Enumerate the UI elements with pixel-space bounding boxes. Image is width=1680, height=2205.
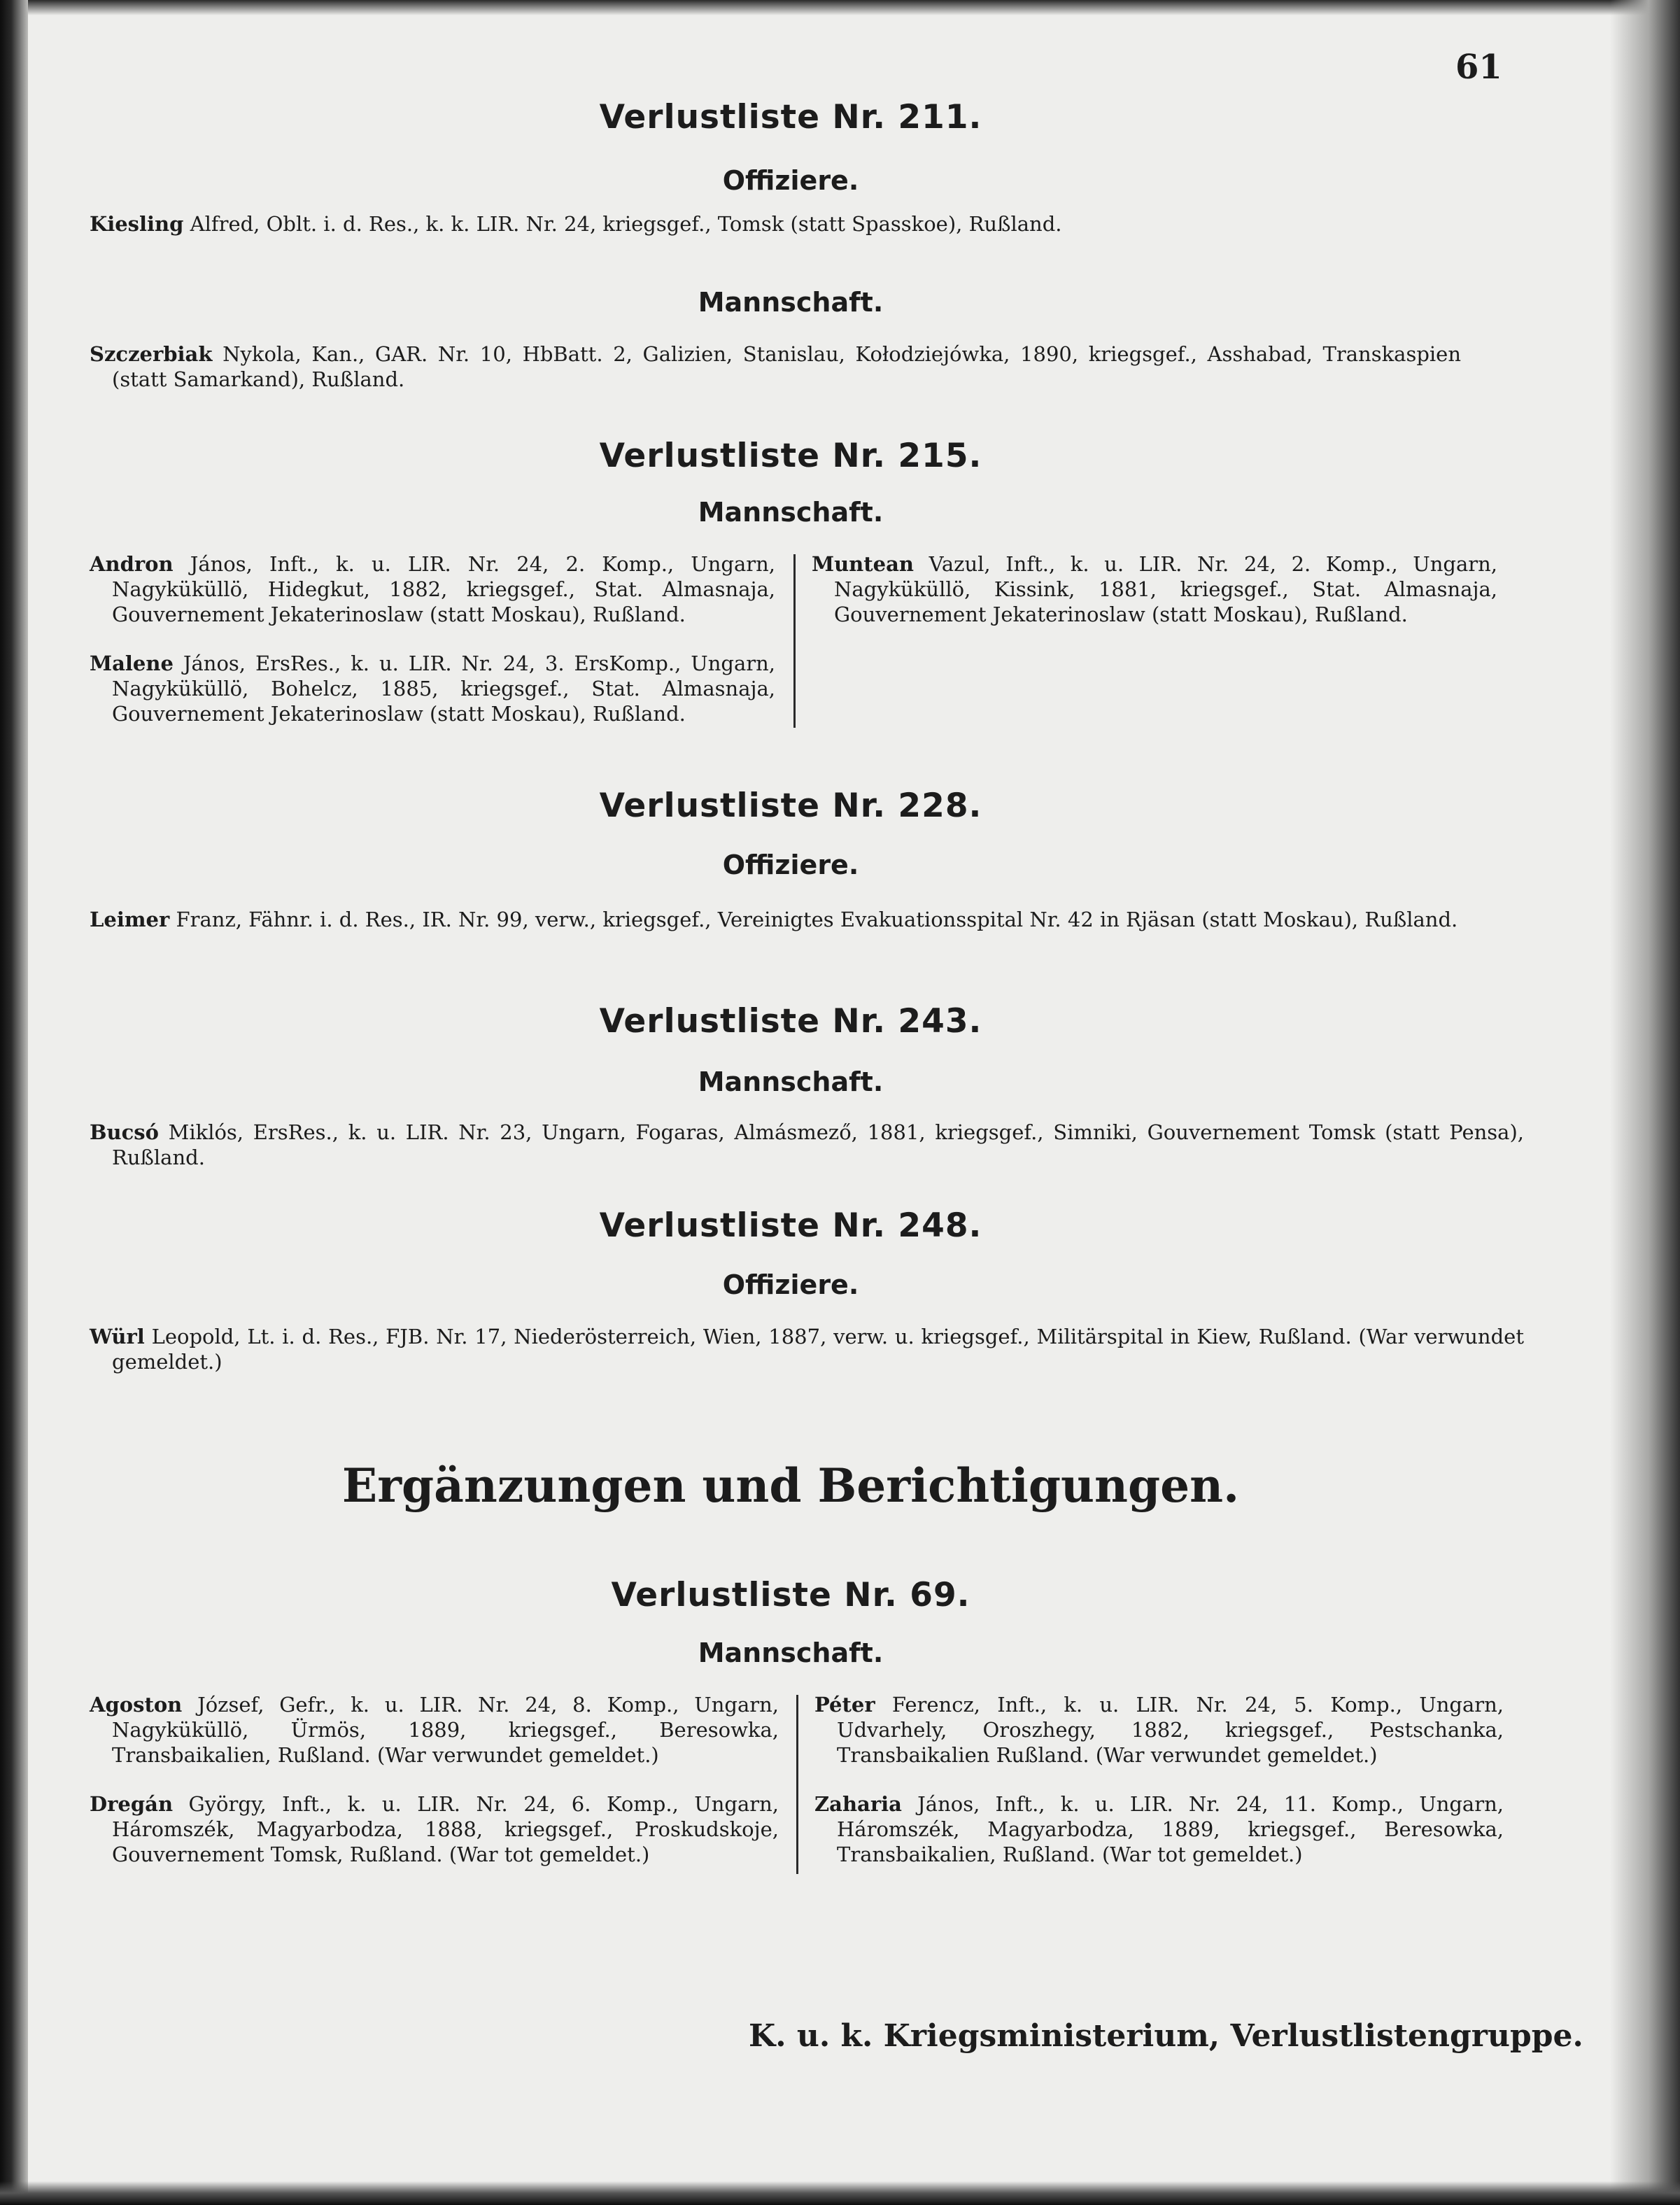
entry-name: Andron	[90, 552, 174, 576]
page-number: 61	[1455, 48, 1502, 87]
entry-name: Leimer	[90, 908, 170, 931]
category-heading: Mannschaft.	[698, 1066, 884, 1097]
column-divider	[796, 1695, 798, 1874]
entry-text: János, Inft., k. u. LIR. Nr. 24, 2. Komp., Ungarn, Nagyküküllö, Hidegkut, 1882, kriegsgef., Stat. Almasnaja, Gouvernement Jekaterinoslaw (statt Moskau), Rußland.	[112, 552, 775, 626]
category-heading: Mannschaft.	[698, 1637, 884, 1668]
category-heading: Offiziere.	[722, 165, 859, 196]
entry-text: Nykola, Kan., GAR. Nr. 10, HbBatt. 2, Galizien, Stanislau, Kołodziejówka, 1890, kriegsgef., Asshabad, Transkaspien (statt Samarkand), Rußland.	[112, 342, 1461, 391]
casualty-entry	[90, 907, 1524, 932]
entry-name: Agoston	[90, 1693, 183, 1717]
entry-name: Dregán	[90, 1792, 174, 1816]
entry-text: Vazul, Inft., k. u. LIR. Nr. 24, 2. Komp., Ungarn, Nagyküküllö, Kissink, 1881, kriegsgef., Stat. Almasnaja, Gouvernement Jekaterinoslaw (statt Moskau), Rußland.	[834, 552, 1497, 626]
casualty-entry	[90, 341, 1461, 392]
scan-edge-bottom	[0, 2181, 1680, 2205]
scan-edge-left	[0, 0, 28, 2205]
entry-text: János, Inft., k. u. LIR. Nr. 24, 11. Komp., Ungarn, Háromszék, Magyarbodza, 1889, kriegsgef., Beresowka, Transbaikalien, Rußland. (War tot gemeldet.)	[837, 1792, 1504, 1866]
section-heading-215: Verlustliste Nr. 215.	[599, 437, 982, 475]
section-heading-228: Verlustliste Nr. 228.	[599, 787, 982, 825]
section-heading-69: Verlustliste Nr. 69.	[611, 1576, 970, 1614]
column-divider	[793, 554, 796, 728]
scan-edge-top	[0, 0, 1680, 15]
entry-text: Leopold, Lt. i. d. Res., FJB. Nr. 17, Niederösterreich, Wien, 1887, verw. u. kriegsgef., Militärspital in Kiew, Rußland. (War verwundet gemeldet.)	[112, 1325, 1524, 1374]
entry-text: Alfred, Oblt. i. d. Res., k. k. LIR. Nr. 24, kriegsgef., Tomsk (statt Spasskoe), Rußland.	[183, 212, 1062, 236]
section-heading-248: Verlustliste Nr. 248.	[599, 1206, 982, 1245]
entry-name: Muntean	[812, 552, 914, 576]
casualty-entry	[90, 211, 1524, 237]
entry-name: Zaharia	[814, 1792, 902, 1816]
section-heading-211: Verlustliste Nr. 211.	[599, 98, 982, 136]
casualty-entry	[90, 551, 775, 627]
corrections-heading: Ergänzungen und Berichtigungen.	[341, 1458, 1240, 1513]
casualty-entry	[814, 1791, 1504, 1867]
casualty-entry	[90, 1324, 1524, 1374]
casualty-entry	[90, 1120, 1524, 1170]
entry-text: Franz, Fähnr. i. d. Res., IR. Nr. 99, verw., kriegsgef., Vereinigtes Evakuationsspital Nr. 42 in Rjäsan (statt Moskau), Rußland.	[169, 908, 1458, 931]
entry-text: János, ErsRes., k. u. LIR. Nr. 24, 3. ErsKomp., Ungarn, Nagyküküllö, Bohelcz, 1885, kriegsgef., Stat. Almasnaja, Gouvernement Jekaterinoslaw (statt Moskau), Rußland.	[112, 651, 775, 726]
category-heading: Mannschaft.	[698, 287, 884, 318]
category-heading: Mannschaft.	[698, 497, 884, 528]
signature: K. u. k. Kriegsministerium, Verlustlistengruppe.	[749, 2018, 1583, 2054]
category-heading: Offiziere.	[722, 850, 859, 880]
entry-text: György, Inft., k. u. LIR. Nr. 24, 6. Komp., Ungarn, Háromszék, Magyarbodza, 1888, kriegsgef., Proskudskoje, Gouvernement Tomsk, Rußland. (War tot gemeldet.)	[112, 1792, 779, 1866]
entry-text: József, Gefr., k. u. LIR. Nr. 24, 8. Komp., Ungarn, Nagyküküllö, Ürmös, 1889, kriegsgef., Beresowka, Transbaikalien, Rußland. (War verwundet gemeldet.)	[112, 1693, 779, 1767]
entry-text: Ferencz, Inft., k. u. LIR. Nr. 24, 5. Komp., Ungarn, Udvarhely, Oroszhegy, 1882, kriegsgef., Pestschanka, Transbaikalien Rußland. (War verwundet gemeldet.)	[837, 1693, 1504, 1767]
category-heading: Offiziere.	[722, 1269, 859, 1300]
casualty-entry	[812, 551, 1497, 627]
entry-name: Péter	[814, 1693, 875, 1717]
scan-edge-right	[1610, 0, 1680, 2205]
entry-name: Malene	[90, 651, 174, 675]
casualty-entry	[90, 1791, 779, 1867]
casualty-entry	[90, 1692, 779, 1768]
casualty-entry	[90, 651, 775, 726]
entry-name: Würl	[90, 1325, 145, 1348]
entry-name: Szczerbiak	[90, 342, 213, 366]
entry-name: Bucsó	[90, 1120, 159, 1144]
entry-name: Kiesling	[90, 212, 184, 236]
entry-text: Miklós, ErsRes., k. u. LIR. Nr. 23, Ungarn, Fogaras, Almásmező, 1881, kriegsgef., Simniki, Gouvernement Tomsk (statt Pensa), Rußland.	[112, 1120, 1524, 1169]
section-heading-243: Verlustliste Nr. 243.	[599, 1002, 982, 1041]
casualty-entry	[814, 1692, 1504, 1768]
